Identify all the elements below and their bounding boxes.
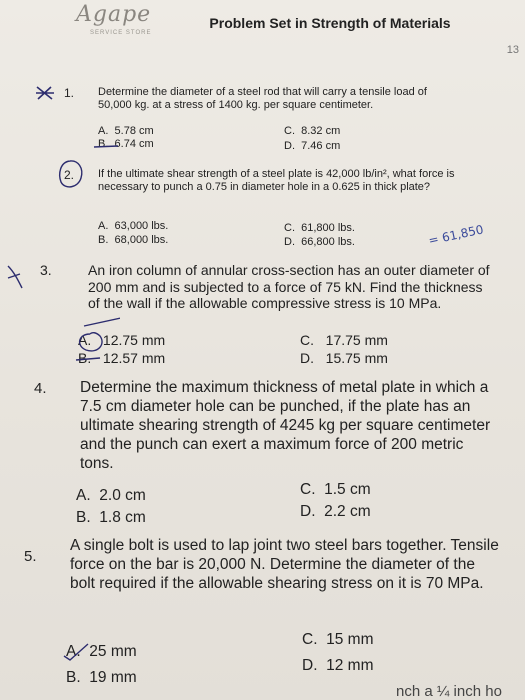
choice-c: C. 8.32 cm [284,125,341,137]
question-number: 1. [64,86,75,100]
choice-d: D. 7.46 cm [284,140,341,152]
logo-text: Agape [76,2,152,27]
choice-b: B. 12.57 mm [78,350,166,366]
choice-c: C. 17.75 mm [300,332,388,348]
cutoff-next-question-text: nch a ¼ inch ho [396,683,502,700]
logo-tagline: SERVICE STORE [90,30,152,36]
choice-c: C. 1.5 cm [300,481,371,498]
choice-a: A. 63,000 lbs. [98,220,169,232]
page-number: 13 [506,44,519,56]
choice-b: B. 1.8 cm [76,509,146,526]
strike-mark-b [74,352,104,368]
question-text: Determine the maximum thickness of metal plate in which a 7.5 cm diameter hole can be punched, if the plate has an ultimate shearing strength of 4245 kg per square centimeter and the punch can exert a maximum force of 200 metric tons. [80,379,491,472]
question-number: 3. [40,262,52,278]
handwritten-cross-mark [34,84,56,102]
choice-d: D. 66,800 lbs. [284,236,355,248]
choice-b: B. 6.74 cm [98,138,154,150]
choice-c: C. 15 mm [302,631,374,648]
question-text: If the ultimate shear strength of a steel plate is 42,000 lb/in², what force is necessary to punch a 0.75 in diameter hole in a 0.625 in thick plate? [98,168,455,193]
choice-a: A. 25 mm [66,643,137,660]
choice-d: D. 12 mm [302,657,374,674]
choice-c: C. 61,800 lbs. [284,222,355,234]
question-text: A single bolt is used to lap joint two steel bars together. Tensile force on the bar is 20,000 N. Determine the diameter of the bolt required if the allowable shearing stress on it is 70 MPa. [70,537,499,592]
choice-b: B. 19 mm [66,669,137,686]
choice-d: D. 15.75 mm [300,350,388,366]
question-text: An iron column of annular cross-section has an outer diameter of 200 mm and is subjected to a force of 75 kN. Find the thickness of the wall if the allowable compressive stress is 10 MPa. [88,262,490,311]
choice-a: A. 12.75 mm [78,332,166,348]
handwritten-slash-mark [4,262,28,290]
choice-a: A. 2.0 cm [76,487,146,504]
check-mark [60,640,100,662]
handwritten-note: = 61,850 [427,222,485,248]
agape-logo [72,2,168,46]
question-number: 4. [34,380,47,397]
choice-b: B. 68,000 lbs. [98,234,169,246]
page-title: Problem Set in Strength of Materials [209,15,451,31]
question-number: 2. [64,168,75,182]
strike-mark-b [92,138,122,154]
question-text: Determine the diameter of a steel rod that will carry a tensile load of 50,000 kg. at a stress of 1400 kg. per square centimeter. [98,86,427,111]
question-number: 5. [24,548,37,565]
answer-circle-mark [70,312,120,354]
choice-d: D. 2.2 cm [300,503,371,520]
choice-a: A. 5.78 cm [98,125,154,137]
